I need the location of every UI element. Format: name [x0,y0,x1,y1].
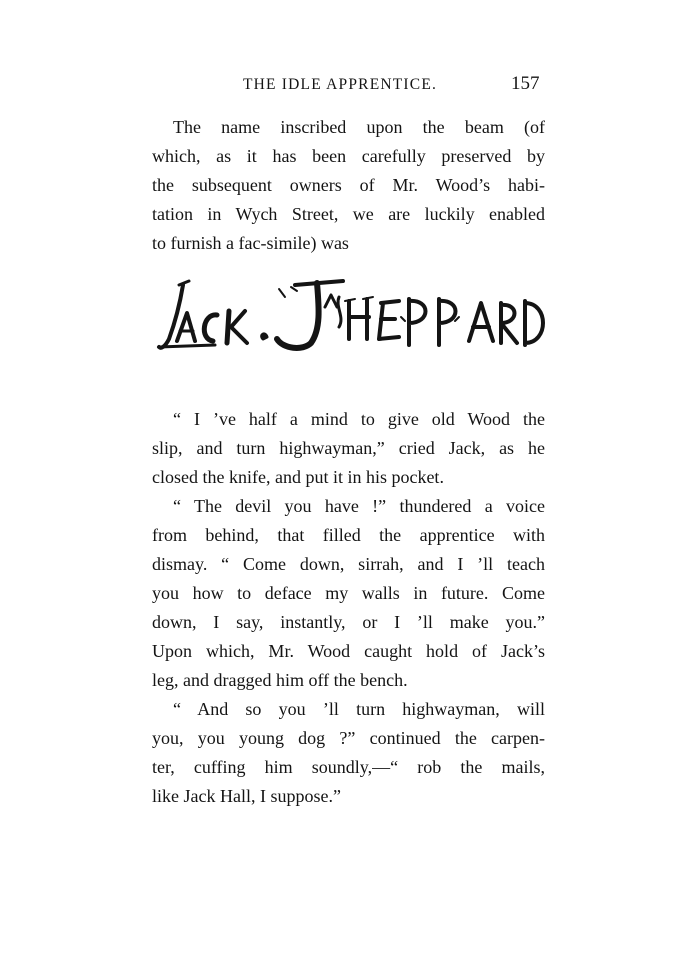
text-line: from behind, that filled the apprentice with [152,525,545,545]
text-line: “ I ’ve half a mind to give old Wood the [173,409,545,429]
text-line: down, I say, instantly, or I ’ll make you.” [152,612,545,632]
text-line: you, you young dog ?” continued the carpen- [152,728,545,748]
text-line: the subsequent owners of Mr. Wood’s habi- [152,175,545,195]
text-line: you how to deface my walls in future. Come [152,583,545,603]
jack-sheppard-facsimile [155,277,547,357]
text-line: “ The devil you have !” thundered a voice [173,496,545,516]
text-line: which, as it has been carefully preserved by [152,146,545,166]
text-line: The name inscribed upon the beam (of [173,117,545,137]
text-line: closed the knife, and put it in his pocket. [152,467,444,487]
text-line: ter, cuffing him soundly,—“ rob the mails, [152,757,545,777]
text-line: “ And so you ’ll turn highwayman, will [173,699,545,719]
running-head: THE IDLE APPRENTICE. [243,76,438,93]
text-line: Upon which, Mr. Wood caught hold of Jack’s [152,641,545,661]
text-line: tation in Wych Street, we are luckily enabled [152,204,545,224]
text-line: dismay. “ Come down, sirrah, and I ’ll teach [152,554,545,574]
text-line: leg, and dragged him off the bench. [152,670,408,690]
text-line: like Jack Hall, I suppose.” [152,786,341,806]
text-line: to furnish a fac-simile) was [152,233,349,253]
text-line: slip, and turn highwayman,” cried Jack, as he [152,438,545,458]
page-number: 157 [511,73,540,94]
